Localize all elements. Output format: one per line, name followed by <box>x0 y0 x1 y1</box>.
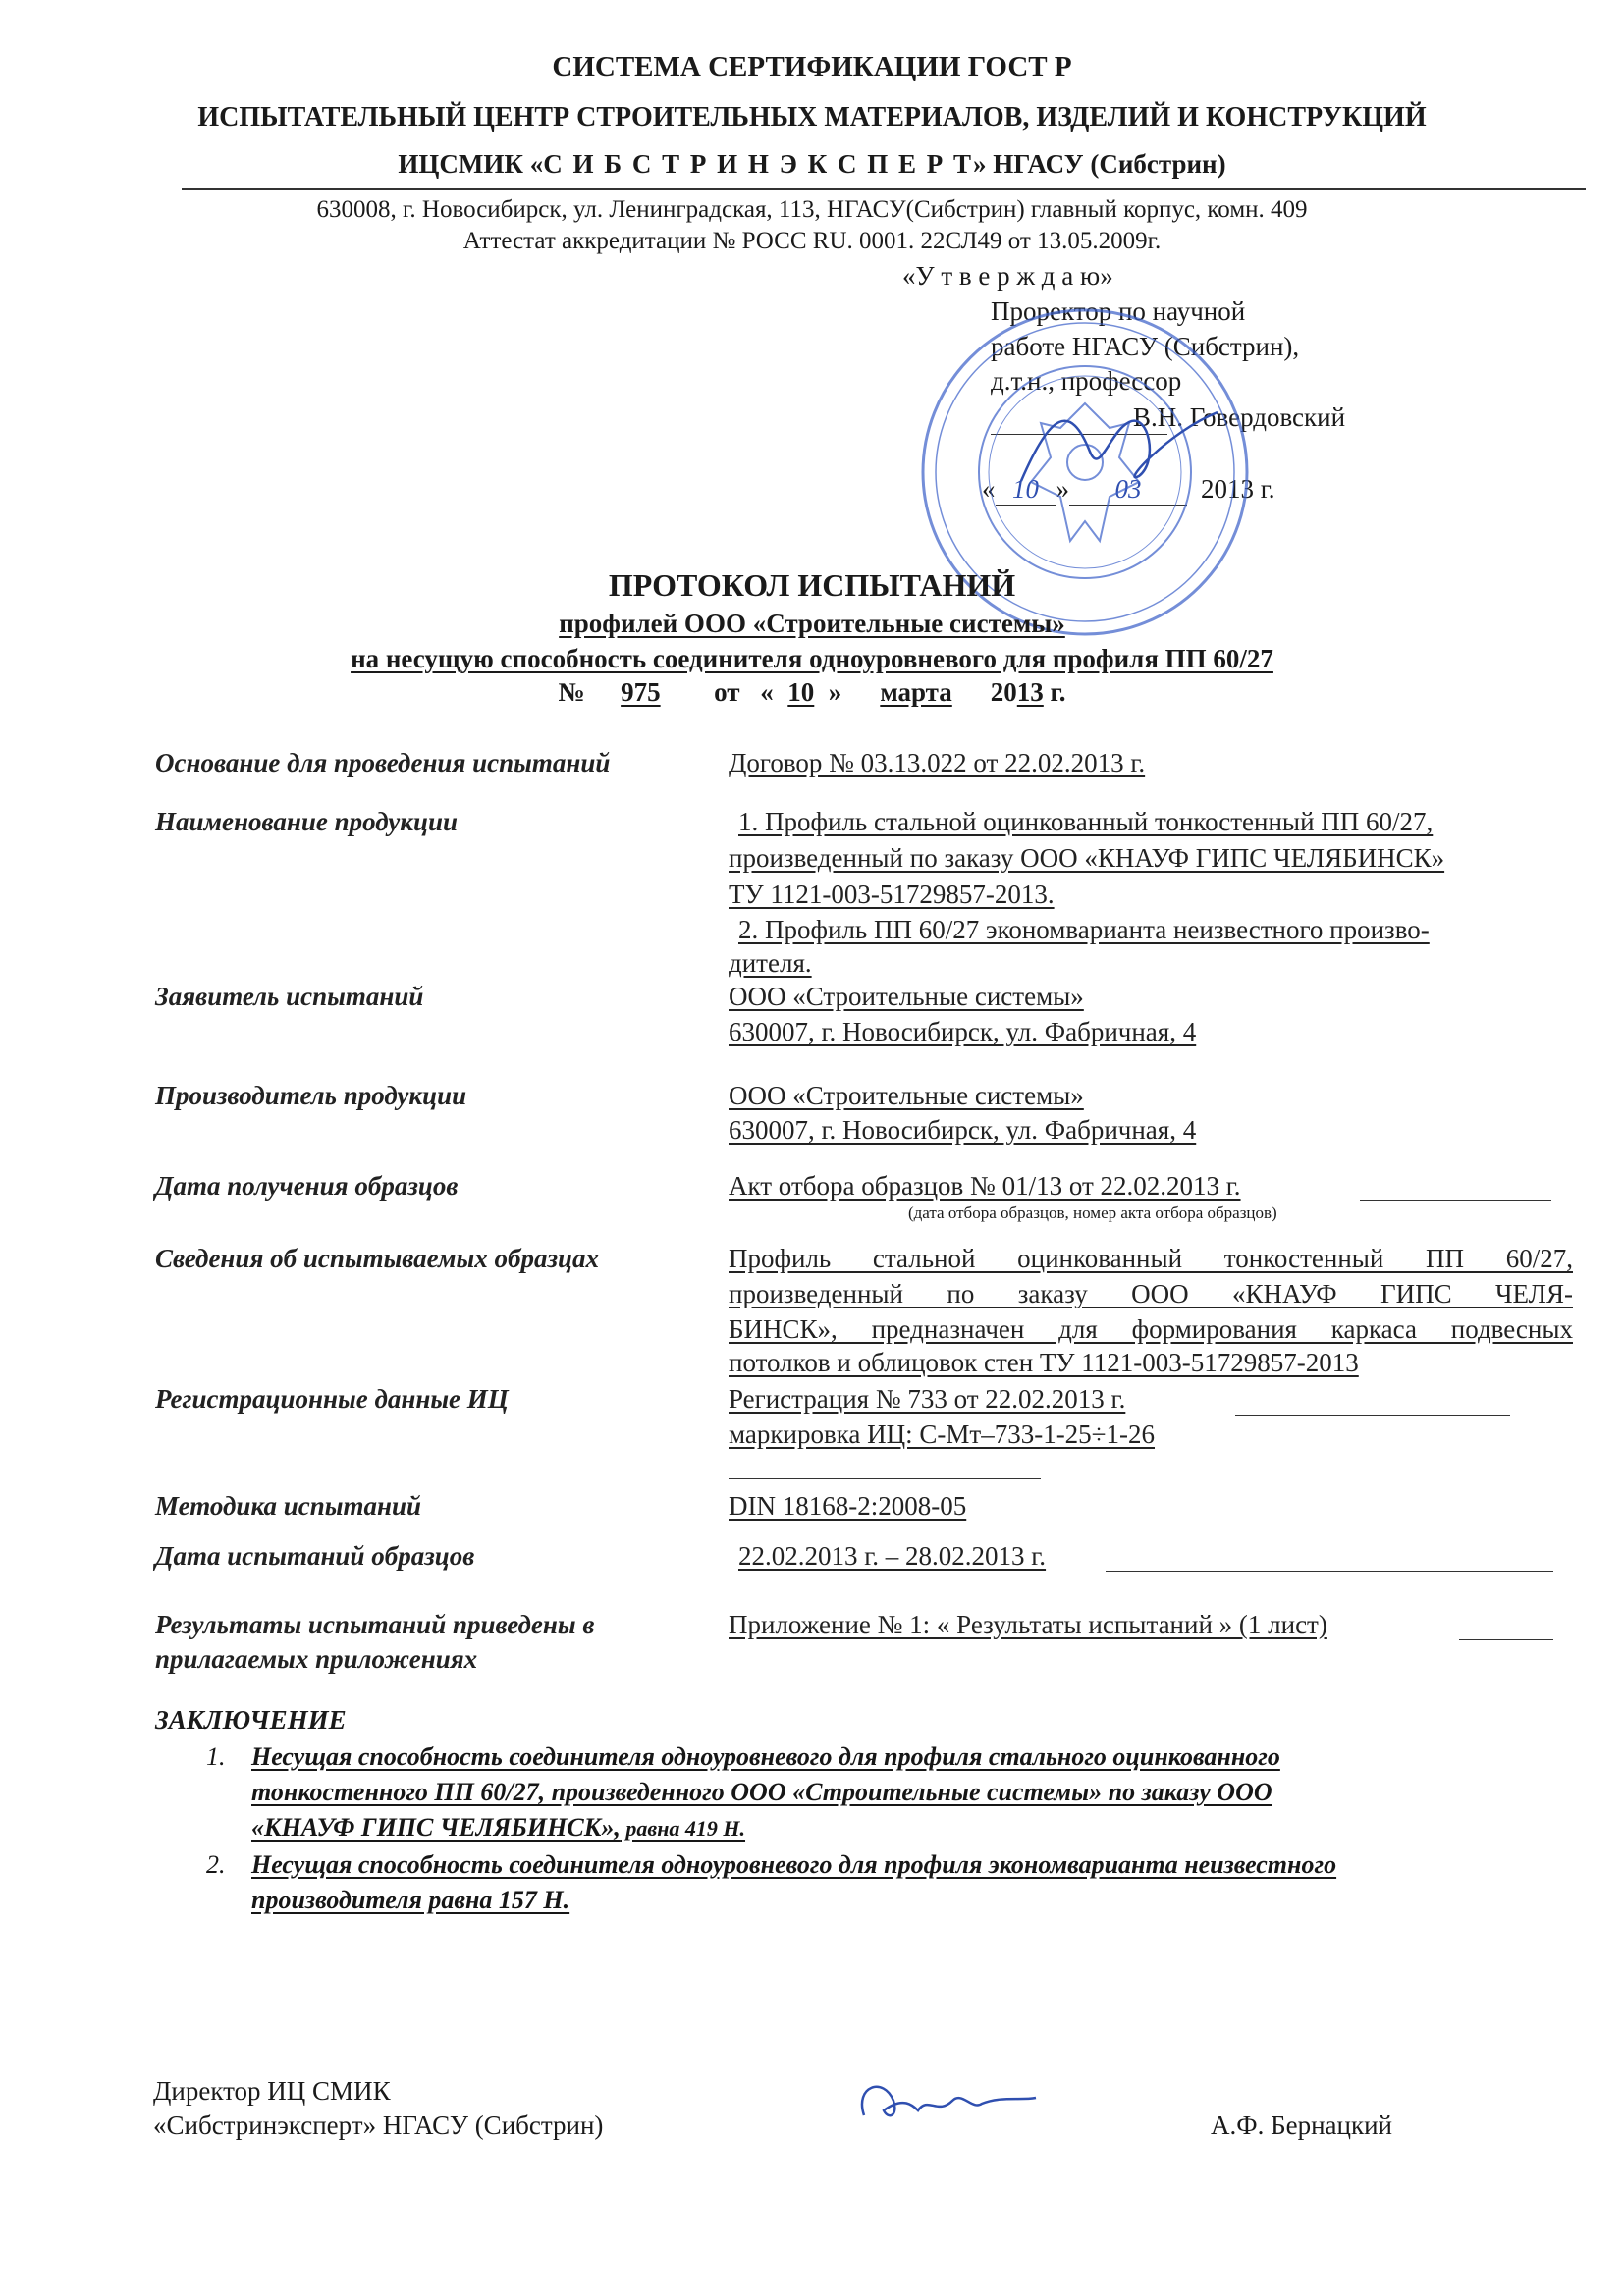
conclusion-item-1-line-2: тонкостенного ПП 60/27, произведенного ООО «Строительные системы» по заказу ООО <box>251 1778 1272 1806</box>
approver-degree: д.т.н., профессор <box>991 366 1182 396</box>
samples-line-4: потолков и облицовок стен ТУ 1121-003-51729857-2013 <box>729 1348 1359 1377</box>
samples-line-1: Профиль стальной оцинкованный тонкостенный ПП 60/27, <box>729 1244 1573 1273</box>
registration-label: Регистрационные данные ИЦ <box>155 1384 509 1414</box>
conclusion-item-1-number: 1. <box>206 1742 226 1771</box>
registration-blank-line <box>729 1478 1041 1479</box>
organization-address: 630008, г. Новосибирск, ул. Ленинградская, 113, НГАСУ(Сибстрин) главный корпус, комн. 409 <box>316 196 1308 223</box>
conclusion-item-2-line-2: производителя равна 157 Н. <box>251 1886 570 1914</box>
results-label-2: прилагаемых приложениях <box>155 1644 478 1674</box>
approval-heading: «У т в е р ж д а ю» <box>902 261 1113 291</box>
approver-position-2: работе НГАСУ (Сибстрин), <box>991 332 1300 361</box>
results-value: Приложение № 1: « Результаты испытаний » (1 лист) <box>729 1610 1327 1639</box>
approver-name: В.Н. Говердовский <box>1133 402 1346 432</box>
approver-position-1: Проректор по научной <box>991 296 1246 326</box>
approval-date: « 10 » 03 2013 г. <box>982 474 1275 504</box>
applicant-address: 630007, г. Новосибирск, ул. Фабричная, 4 <box>729 1017 1197 1046</box>
product-item-2-line-1: 2. Профиль ПП 60/27 экономварианта неизвестного произво- <box>738 915 1430 944</box>
registration-line-2: маркировка ИЦ: С-Мт–733-1-25÷1-26 <box>729 1419 1155 1449</box>
results-fill-line <box>1459 1639 1553 1640</box>
received-value: Акт отбора образцов № 01/13 от 22.02.2013 г. <box>729 1171 1241 1201</box>
test-center-title: ИСПЫТАТЕЛЬНЫЙ ЦЕНТР СТРОИТЕЛЬНЫХ МАТЕРИАЛОВ, ИЗДЕЛИЙ И КОНСТРУКЦИЙ <box>197 102 1427 133</box>
conclusion-item-2-number: 2. <box>206 1850 226 1879</box>
director-signature <box>844 2066 1041 2135</box>
manufacturer-name: ООО «Строительные системы» <box>729 1081 1084 1110</box>
test-dates-value: 22.02.2013 г. – 28.02.2013 г. <box>738 1541 1047 1571</box>
approver-signature <box>1011 393 1227 501</box>
method-label: Методика испытаний <box>155 1491 421 1521</box>
samples-label: Сведения об испытываемых образцах <box>155 1244 599 1273</box>
conclusion-item-1-line-1: Несущая способность соединителя одноуровневого для профиля стального оцинкованного <box>251 1742 1280 1771</box>
certification-system-title: СИСТЕМА СЕРТИФИКАЦИИ ГОСТ Р <box>552 51 1072 82</box>
accreditation-line: Аттестат аккредитации № РОСС RU. 0001. 22СЛ49 от 13.05.2009г. <box>462 228 1162 254</box>
director-title-1: Директор ИЦ СМИК <box>153 2076 391 2106</box>
samples-line-3: БИНСК», предназначен для формирования каркаса подвесных <box>729 1314 1573 1344</box>
product-label: Наименование продукции <box>155 807 459 836</box>
basis-label: Основание для проведения испытаний <box>155 748 611 777</box>
protocol-subtitle: профилей ООО «Строительные системы» <box>559 609 1065 638</box>
received-fill-line <box>1360 1200 1551 1201</box>
applicant-name: ООО «Строительные системы» <box>729 982 1084 1011</box>
conclusion-item-1-line-3: «КНАУФ ГИПС ЧЕЛЯБИНСК», равна 419 Н. <box>251 1813 746 1842</box>
received-note: (дата отбора образцов, номер акта отбора образцов) <box>908 1203 1277 1222</box>
registration-line-1: Регистрация № 733 от 22.02.2013 г. <box>729 1384 1126 1414</box>
test-dates-fill-line <box>1106 1571 1553 1572</box>
product-item-1-line-2: произведенный по заказу ООО «КНАУФ ГИПС ЧЕЛЯБИНСК» <box>729 843 1445 873</box>
product-item-1-line-3: ТУ 1121-003-51729857-2013. <box>729 880 1055 909</box>
received-label: Дата получения образцов <box>155 1171 459 1201</box>
basis-value: Договор № 03.13.022 от 22.02.2013 г. <box>729 748 1146 777</box>
protocol-title: ПРОТОКОЛ ИСПЫТАНИЙ <box>608 567 1016 603</box>
director-name: А.Ф. Бернацкий <box>1211 2110 1392 2140</box>
conclusion-item-2-line-1: Несущая способность соединителя одноуровневого для профиля экономварианта неизвестного <box>251 1850 1337 1879</box>
product-item-2-line-2: дителя. <box>729 948 812 978</box>
method-value: DIN 18168-2:2008-05 <box>729 1491 967 1521</box>
protocol-number-date: № 975 от « 10 » марта 2013 г. <box>558 677 1066 707</box>
manufacturer-label: Производитель продукции <box>155 1081 467 1110</box>
director-title-2: «Сибстринэксперт» НГАСУ (Сибстрин) <box>153 2110 604 2140</box>
test-dates-label: Дата испытаний образцов <box>155 1541 475 1571</box>
manufacturer-address: 630007, г. Новосибирск, ул. Фабричная, 4 <box>729 1115 1197 1145</box>
applicant-label: Заявитель испытаний <box>155 982 424 1011</box>
organization-name: ИЦСМИК «С И Б С Т Р И Н Э К С П Е Р Т» НГАСУ (Сибстрин) <box>398 149 1226 179</box>
protocol-scope: на несущую способность соединителя одноуровневого для профиля ПП 60/27 <box>351 644 1273 673</box>
header-divider <box>182 188 1586 190</box>
product-item-1-line-1: 1. Профиль стальной оцинкованный тонкостенный ПП 60/27, <box>738 807 1434 836</box>
conclusion-heading: ЗАКЛЮЧЕНИЕ <box>155 1705 347 1735</box>
registration-fill-line <box>1235 1415 1510 1416</box>
results-label-1: Результаты испытаний приведены в <box>155 1610 595 1639</box>
samples-line-2: произведенный по заказу ООО «КНАУФ ГИПС ЧЕЛЯ- <box>729 1279 1573 1308</box>
